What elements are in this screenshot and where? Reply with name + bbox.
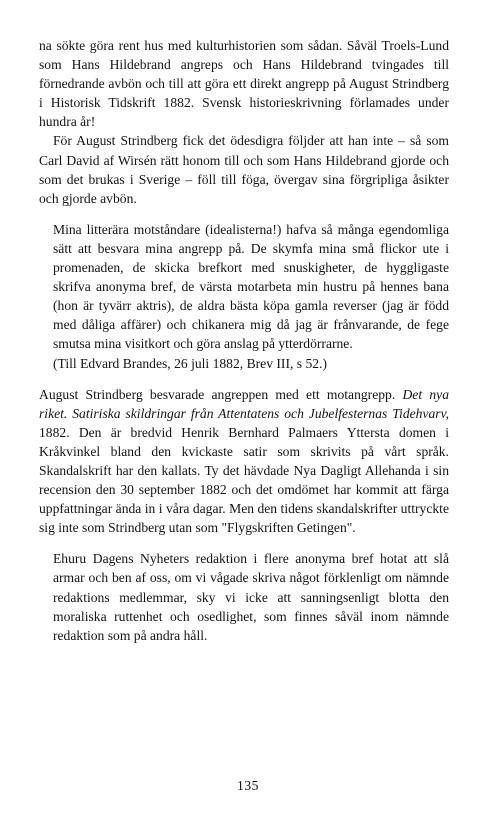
book-title: Det nya riket. Satiriska skildringar från Attentatens och Jubelfesternas Tidehvarv, xyxy=(39,386,449,421)
paragraph-3-rest: 1882. Den är bredvid Henrik Bernhard Palmaers Yttersta domen i Kråkvinkel bland den kvickaste satir som skrivits på vårt språk. Skandalskrift har den kallats. Ty det hävdade Nya Dagligt Allehanda i sin recension den 30 september 1882 och det omdömet har kommit att färga uppfattningar ända in i våra dagar. Men den tidens skandalskrifter uttryckte sig inte som Strindberg utan som "Flygskriften Getingen". xyxy=(39,424,449,536)
paragraph-3 xyxy=(39,385,449,538)
page-number: 135 xyxy=(237,778,259,793)
block-quote-1-source: (Till Edvard Brandes, 26 juli 1882, Brev III, s 52.) xyxy=(53,355,327,371)
block-quote-1-text: Mina litterära motståndare (idealisterna!) hafva så många egendomliga sätt att besvara mina angrepp på. De skymfa mina små flickor ute i promenaden, de skicka brefkort med snuskigheter, de hyggligaste skrifva anonyma bref, de värsta motarbeta min hustru på hennes bana (hon är tyvärr aktris), de aldra bästa köpa gamla reverser (jag är född med dåliga affärer) och chikanera mig då jag är frånvarande, de fege smutsa mina visitkort och göra anslag på ytterdörrarne. xyxy=(53,221,449,352)
block-quote-2-text: Ehuru Dagens Nyheters redaktion i flere anonyma bref hotat att slå armar och ben af oss, om vi vågade skriva något förklenligt om nämnde redaktions medlemmar, sky vi icke att sanningsenligt blotta den moraliska ruttenhet och osedlighet, som finnes såväl inom nämnde redaktion som på andra håll. xyxy=(53,551,449,643)
paragraph-3-lead: August Strindberg besvarade angreppen med ett motangrepp. xyxy=(39,386,403,402)
block-quote-2 xyxy=(53,549,449,644)
block-quote-1 xyxy=(53,220,449,373)
paragraph-2: För August Strindberg fick det ödesdigra följder att han inte – så som Carl David af Wirsén rätt honom till och som Hans Hildebrand gjorde och som det brukas i Sverige – föll till föga, övergav sina förgripliga åsikter och gjorde avbön. xyxy=(39,133,449,206)
document-page xyxy=(39,36,449,657)
paragraph-1: na sökte göra rent hus med kulturhistorien som sådan. Såväl Troels-Lund som Hans Hildebrand angreps och Hans Hildebrand tvingades till förnedrande avbön och till att göra ett direkt angrepp på August Strindberg i Historisk Tidskrift 1882. Svensk historieskrivning förlamades under hundra år! xyxy=(39,38,449,130)
